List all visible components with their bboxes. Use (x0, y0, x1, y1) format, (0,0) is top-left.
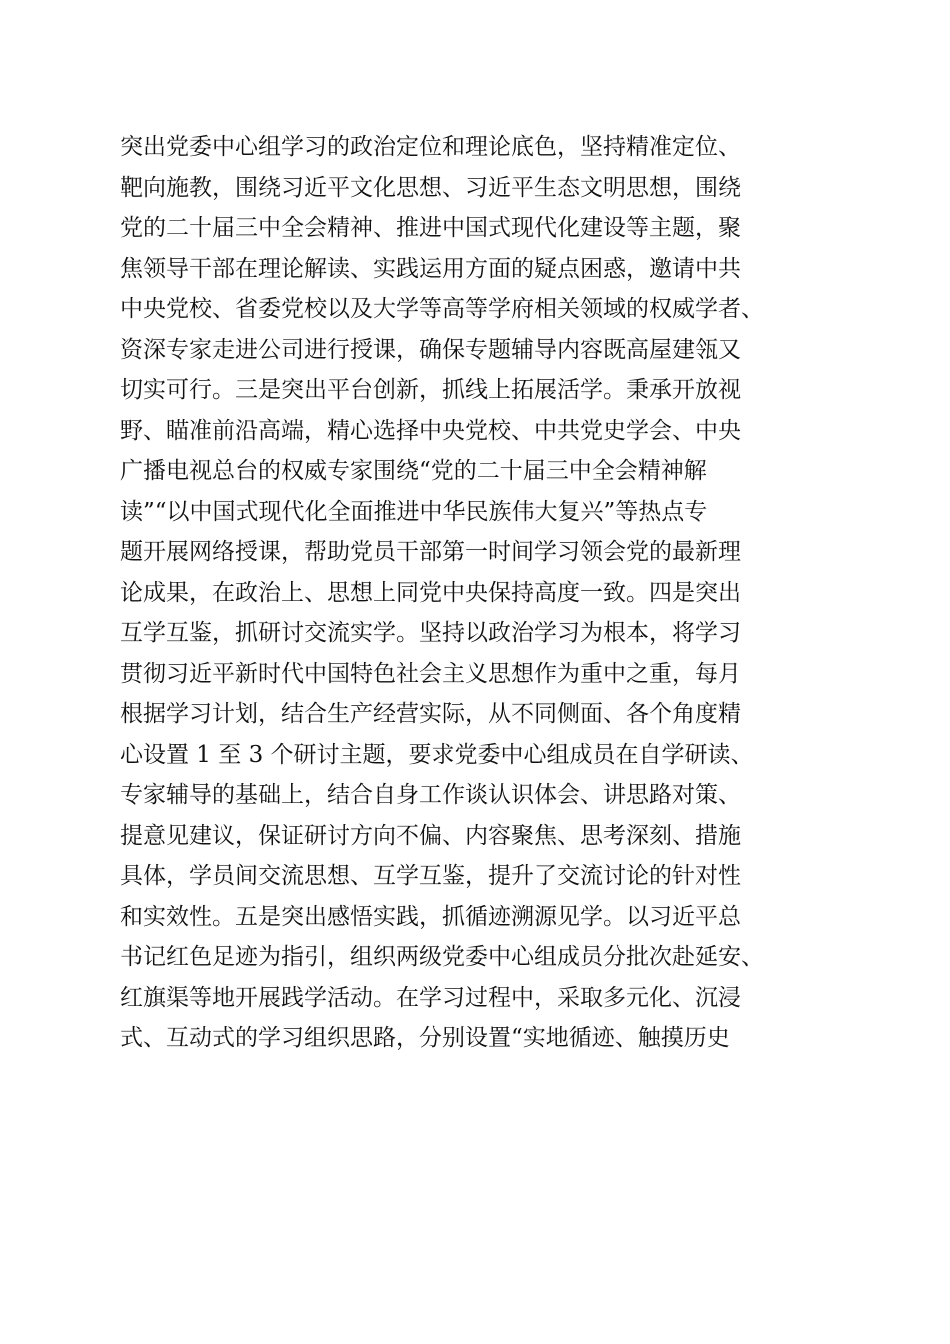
text-line-10: 读”“以中国式现代化全面推进中华民族伟大复兴”等热点专 (120, 498, 708, 525)
text-line-19: 具体，学员间交流思想、互学互鉴，提升了交流讨论的针对性 (120, 863, 741, 889)
text-line-13: 互学互鉴，抓研讨交流实学。坚持以政治学习为根本，将学习 (120, 620, 741, 646)
text-line-11: 题开展网络授课，帮助党员干部第一时间学习领会党的最新理 (120, 539, 741, 565)
text-line-22: 红旗渠等地开展践学活动。在学习过程中，采取多元化、沉浸 (120, 984, 741, 1011)
text-line-12: 论成果，在政治上、思想上同党中央保持高度一致。四是突出 (120, 579, 741, 606)
text-line-14: 贯彻习近平新时代中国特色社会主义思想作为重中之重，每月 (120, 660, 741, 687)
text-line-17: 专家辅导的基础上，结合自身工作谈认识体会、讲思路对策、 (120, 782, 741, 808)
text-line-2: 靶向施教，围绕习近平文化思想、习近平生态文明思想，围绕 (120, 174, 741, 201)
text-line-5: 中央党校、省委党校以及大学等高等学府相关领域的权威学者、 (120, 296, 764, 322)
text-line-9: 广播电视总台的权威专家围绕“党的二十届三中全会精神解 (120, 458, 707, 484)
text-line-6: 资深专家走进公司进行授课，确保专题辅导内容既高屋建瓴又 (120, 336, 741, 363)
text-line-23: 式、互动式的学习组织思路，分别设置“实地循迹、触摸历史 (120, 1025, 730, 1051)
text-line-7: 切实可行。三是突出平台创新，抓线上拓展活学。秉承开放视 (120, 377, 741, 403)
text-line-16: 心设置 1 至 3 个研讨主题，要求党委中心组成员在自学研读、 (120, 741, 754, 768)
text-line-1: 突出党委中心组学习的政治定位和理论底色，坚持精准定位、 (120, 134, 741, 160)
body-paragraph (120, 127, 840, 1059)
text-line-15: 根据学习计划，结合生产经营实际，从不同侧面、各个角度精 (120, 701, 741, 727)
text-line-21: 书记红色足迹为指引，组织两级党委中心组成员分批次赴延安、 (120, 944, 764, 970)
text-line-20: 和实效性。五是突出感悟实践，抓循迹溯源见学。以习近平总 (120, 903, 741, 930)
text-line-4: 焦领导干部在理论解读、实践运用方面的疑点困惑，邀请中共 (120, 255, 741, 282)
text-line-3: 党的二十届三中全会精神、推进中国式现代化建设等主题，聚 (120, 215, 741, 241)
text-line-18: 提意见建议，保证研讨方向不偏、内容聚焦、思考深刻、措施 (120, 822, 741, 849)
text-line-8: 野、瞄准前沿高端，精心选择中央党校、中共党史学会、中央 (120, 417, 741, 444)
